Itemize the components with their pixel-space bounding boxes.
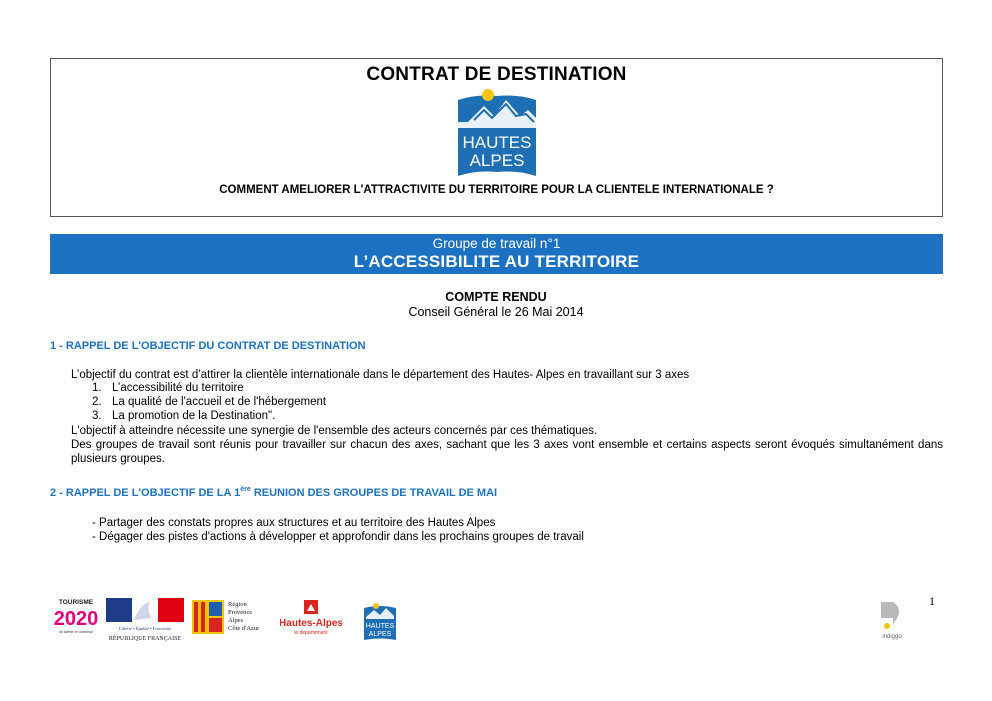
small-hautes-alpes-logo bbox=[362, 602, 398, 642]
departement-hautes-alpes-logo bbox=[280, 600, 342, 640]
rf-motto: Liberté • Égalité • Fraternité bbox=[118, 626, 172, 631]
list-number: 1. bbox=[92, 382, 102, 394]
tourisme-label: TOURISME bbox=[58, 599, 94, 606]
indiggo-name: indiggo bbox=[882, 634, 902, 640]
small-logo-text-2: ALPES bbox=[368, 631, 392, 638]
logo-text-1: HAUTES bbox=[462, 133, 532, 152]
report-label: COMPTE RENDU bbox=[445, 290, 547, 304]
hautes-alpes-logo bbox=[454, 86, 540, 182]
region-paca-logo bbox=[192, 596, 262, 638]
republique-francaise-logo bbox=[106, 596, 184, 644]
tourisme-tagline: un avenir en commun bbox=[58, 630, 94, 634]
section-1-paragraph-3: Des groupes de travail sont réunis pour travailler sur chacun des axes, sachant que les 3 axes vont ensemble et certains aspects seront évoqués simultanément dans plusieurs groupes. bbox=[71, 439, 943, 465]
dept-sub: le département bbox=[294, 630, 328, 636]
working-group-topic: L’ACCESSIBILITE AU TERRITOIRE bbox=[353, 252, 640, 271]
list-text: L’accessibilité du territoire bbox=[112, 382, 244, 394]
list-item bbox=[92, 396, 326, 408]
list-item: - Partager des constats propres aux structures et au territoire des Hautes Alpes bbox=[92, 517, 496, 529]
section-2-heading-pre: 2 - RAPPEL DE L'OBJECTIF DE LA 1 bbox=[50, 487, 241, 499]
logo-text-2: ALPES bbox=[469, 151, 525, 170]
list-item bbox=[92, 382, 244, 394]
section-1-heading: 1 - RAPPEL DE L'OBJECTIF DU CONTRAT DE DESTINATION bbox=[50, 340, 366, 352]
small-logo-text-1: HAUTES bbox=[365, 623, 395, 630]
document-subtitle: COMMENT AMELIORER L'ATTRACTIVITE DU TERRITOIRE POUR LA CLIENTELE INTERNATIONALE ? bbox=[219, 184, 774, 196]
section-1-paragraph-2: L'objectif à atteindre nécessite une synergie de l'ensemble des acteurs concernés par ces thématiques. bbox=[71, 425, 598, 437]
rf-name: RÉPUBLIQUE FRANÇAISE bbox=[108, 636, 182, 642]
list-item: - Dégager des pistes d'actions à développer et approfondir dans les prochains groupes de travail bbox=[92, 531, 584, 543]
page-number: 1 bbox=[929, 594, 935, 608]
list-number: 3. bbox=[92, 410, 102, 422]
region-line-4: Côte d'Azur bbox=[228, 625, 260, 632]
document-title: CONTRAT DE DESTINATION bbox=[366, 64, 627, 85]
section-2-heading-sup: ère bbox=[240, 486, 251, 493]
list-item bbox=[92, 410, 275, 422]
indiggo-logo bbox=[877, 600, 907, 642]
title-box bbox=[50, 58, 943, 217]
dept-name: Hautes-Alpes bbox=[280, 618, 342, 629]
list-text: La qualité de l'accueil et de l'hébergement bbox=[112, 396, 327, 408]
section-1-intro: L’objectif du contrat est d’attirer la clientèle internationale dans le département des Hautes- Alpes en travaillant sur 3 axes bbox=[71, 369, 690, 381]
region-line-1: Région bbox=[228, 601, 247, 608]
tourisme-year: 2020 bbox=[54, 608, 98, 630]
report-header bbox=[0, 290, 992, 320]
working-group-banner bbox=[50, 234, 943, 274]
list-number: 2. bbox=[92, 396, 102, 408]
tourisme-2020-logo bbox=[54, 596, 98, 636]
list-text: La promotion de la Destination". bbox=[112, 410, 276, 422]
region-line-3: Alpes bbox=[228, 617, 244, 624]
region-line-2: Provence bbox=[228, 609, 253, 616]
working-group-number: Groupe de travail n°1 bbox=[432, 236, 561, 251]
section-2-heading-post: REUNION DES GROUPES DE TRAVAIL DE MAI bbox=[250, 487, 498, 499]
section-2-heading bbox=[50, 486, 497, 499]
meeting-info: Conseil Général le 26 Mai 2014 bbox=[408, 305, 584, 319]
